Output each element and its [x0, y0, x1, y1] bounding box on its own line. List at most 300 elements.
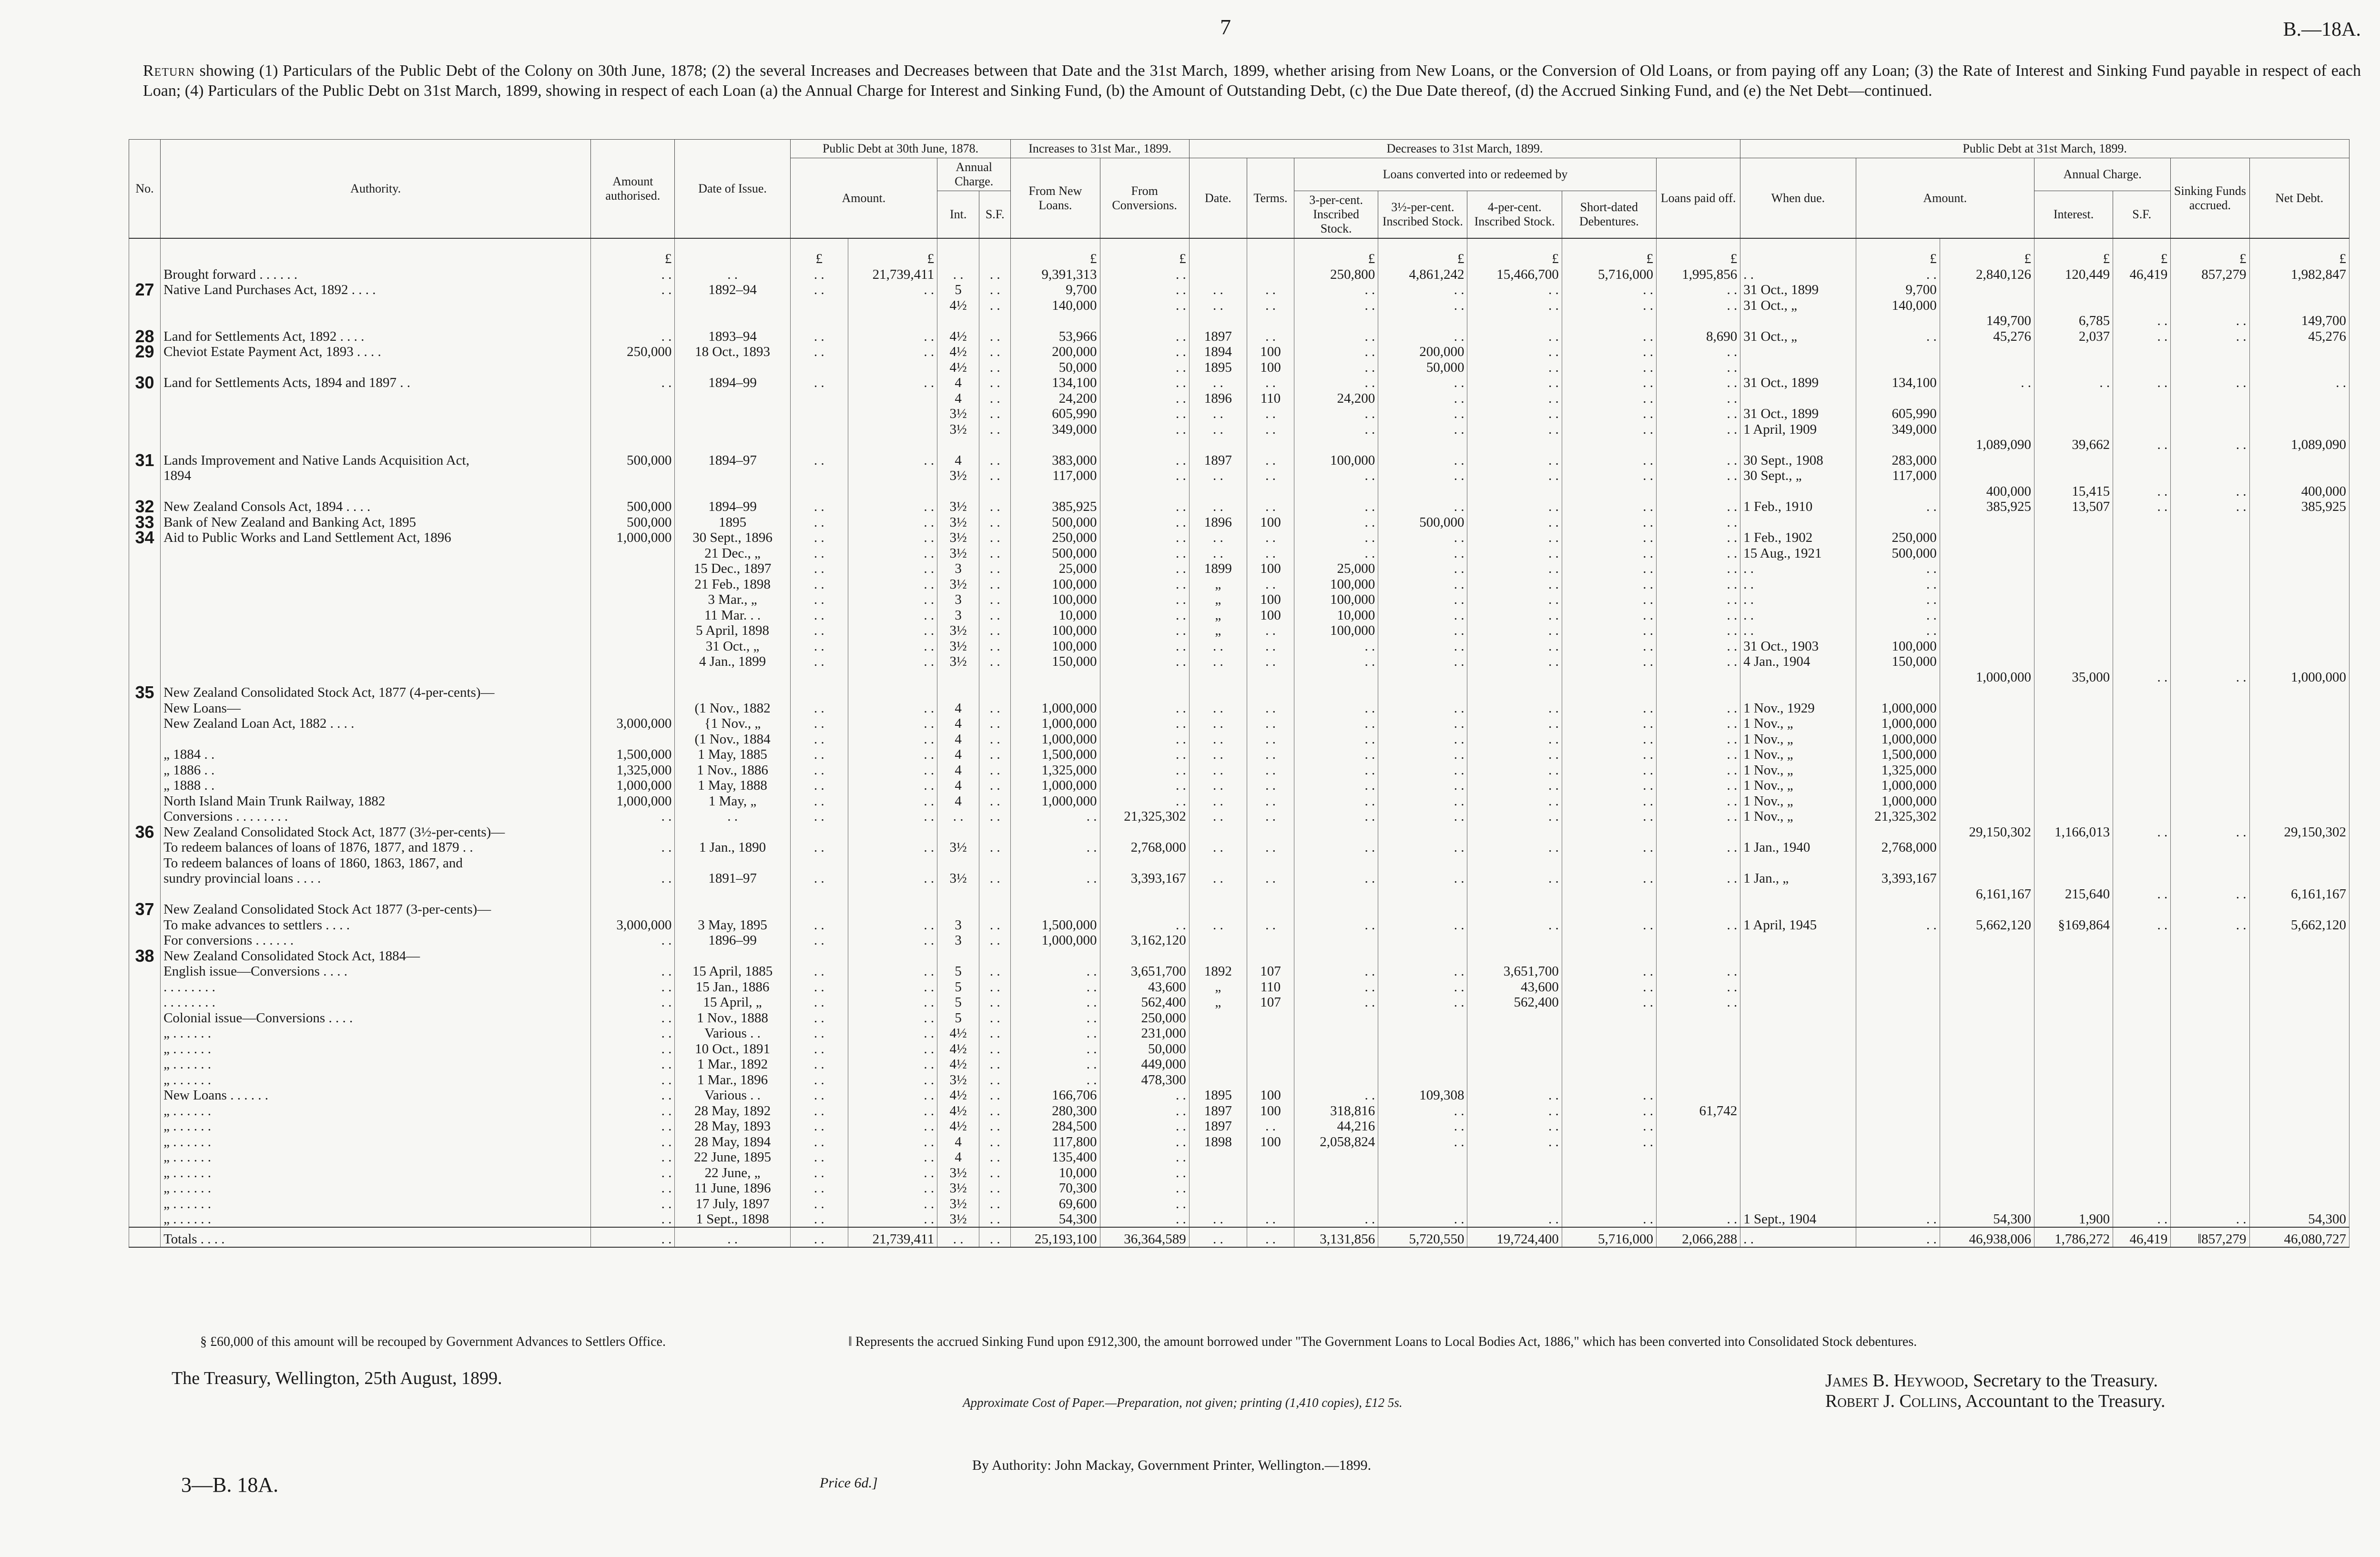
table-cell: 25,193,100 [1011, 1227, 1100, 1247]
table-cell: . . [1562, 793, 1656, 809]
table-cell: 1 Jan., 1940 [1740, 840, 1856, 855]
authority-cell: New Loans . . . . . . [161, 1088, 591, 1103]
authority-cell: New Zealand Consolidated Stock Act, 1877 (4-per-cents)— [161, 685, 591, 701]
table-cell: . . [848, 530, 937, 546]
table-cell [2113, 406, 2171, 422]
table-cell: 1894–99 [675, 499, 790, 515]
table-cell [1378, 1165, 1467, 1180]
table-cell: . . [1011, 1072, 1100, 1088]
table-cell: . . [1467, 917, 1562, 933]
table-cell [591, 561, 675, 577]
table-cell: 3½ [937, 623, 979, 639]
table-cell [1740, 359, 1856, 375]
table-cell: . . [1100, 731, 1189, 747]
loan-number-cell [129, 855, 161, 871]
table-cell: . . [1100, 390, 1189, 406]
table-cell: . . [979, 638, 1011, 654]
table-cell: . . [1656, 530, 1740, 546]
loan-number-cell [129, 747, 161, 763]
table-cell [937, 948, 979, 964]
table-cell: . . [591, 282, 675, 298]
table-cell: 3,393,167 [1856, 871, 1940, 886]
table-cell: 1,000,000 [1940, 669, 2034, 685]
table-cell: . . [979, 1010, 1011, 1026]
table-cell [1740, 685, 1856, 701]
table-cell: . . [1562, 638, 1656, 654]
table-cell: . . [1562, 1088, 1656, 1103]
table-row [129, 297, 2349, 313]
table-cell: . . [1294, 421, 1378, 437]
table-cell [2113, 576, 2171, 592]
table-cell: . . [848, 638, 937, 654]
table-cell: 500,000 [1011, 514, 1100, 530]
table-cell: 1,000,000 [1856, 700, 1940, 716]
table-row [129, 793, 2349, 809]
table-cell [1740, 514, 1856, 530]
table-cell: £ [1378, 238, 1467, 266]
table-cell: 5,720,550 [1378, 1227, 1467, 1247]
table-cell: . . [848, 731, 937, 747]
table-cell: . . [1562, 328, 1656, 344]
table-cell [1656, 1088, 1740, 1103]
table-cell: . . [1247, 747, 1294, 763]
col-from-conversions: From Conversions. [1100, 158, 1189, 239]
table-cell: 215,640 [2034, 886, 2113, 902]
table-cell: . . [979, 1041, 1011, 1057]
table-cell: . . [790, 375, 848, 391]
table-cell [1189, 1010, 1247, 1026]
table-cell: . . [1467, 1103, 1562, 1119]
table-cell: . . [2113, 375, 2171, 391]
table-cell [1247, 1026, 1294, 1041]
table-cell: . . [1378, 390, 1467, 406]
loan-number-cell: 33 [129, 514, 161, 530]
table-cell: . . [1562, 592, 1656, 608]
table-cell [1656, 313, 1740, 329]
table-cell: 3½ [937, 1072, 979, 1088]
table-cell: . . [790, 778, 848, 794]
table-cell: . . [1562, 995, 1656, 1010]
table-cell [937, 886, 979, 902]
loan-number-cell [129, 238, 161, 266]
table-cell [2034, 809, 2113, 824]
table-cell: 100 [1247, 359, 1294, 375]
loan-number-cell [129, 1041, 161, 1057]
table-cell: . . [937, 266, 979, 282]
table-cell [1294, 886, 1378, 902]
table-cell: . . [1856, 1211, 1940, 1228]
table-cell: 1,900 [2034, 1211, 2113, 1228]
table-cell [848, 313, 937, 329]
authority-cell: English issue—Conversions . . . . [161, 964, 591, 979]
table-cell [2171, 685, 2249, 701]
table-cell: . . [1562, 1119, 1656, 1134]
table-cell: . . [1656, 1211, 1740, 1228]
table-cell: . . [1378, 623, 1467, 639]
table-cell: . . [979, 1211, 1011, 1228]
table-cell [1467, 483, 1562, 499]
table-cell [2249, 747, 2349, 763]
table-cell: 100 [1247, 561, 1294, 577]
table-cell [2113, 840, 2171, 855]
table-cell: . . [1740, 607, 1856, 623]
table-cell [937, 483, 979, 499]
table-cell [2113, 685, 2171, 701]
table-cell: . . [1562, 406, 1656, 422]
table-cell: . . [2113, 437, 2171, 453]
table-cell: . . [1656, 514, 1740, 530]
table-cell [2034, 762, 2113, 778]
table-cell [1940, 1041, 2034, 1057]
table-cell: 4½ [937, 1088, 979, 1103]
table-cell: . . [848, 1165, 937, 1180]
table-cell: 4½ [937, 297, 979, 313]
table-cell: 4½ [937, 1057, 979, 1072]
table-cell: . . [1100, 452, 1189, 468]
table-cell: . . [1378, 840, 1467, 855]
table-cell [1740, 344, 1856, 360]
authority-cell: . . . . . . . . [161, 995, 591, 1010]
table-cell [2171, 468, 2249, 484]
table-cell: . . [1100, 1088, 1189, 1103]
table-cell [2034, 1150, 2113, 1165]
table-cell: . . [1467, 607, 1562, 623]
table-cell: . . [1856, 623, 1940, 639]
table-cell [2171, 731, 2249, 747]
authority-cell: To make advances to settlers . . . . [161, 917, 591, 933]
table-cell [1656, 483, 1740, 499]
return-lead-word: Return [143, 62, 195, 80]
table-cell [2171, 576, 2249, 592]
table-cell [1189, 1026, 1247, 1041]
table-cell: 500,000 [591, 499, 675, 515]
table-cell: 1 Sept., 1898 [675, 1211, 790, 1228]
table-cell: . . [1294, 871, 1378, 886]
table-cell [1467, 933, 1562, 948]
table-cell: . . [1378, 328, 1467, 344]
table-cell [591, 592, 675, 608]
table-cell: . . [1100, 1103, 1189, 1119]
table-row [129, 778, 2349, 794]
table-cell: 6,161,167 [2249, 886, 2349, 902]
table-cell: . . [1467, 1211, 1562, 1228]
table-cell [2249, 576, 2349, 592]
public-debt-table [129, 139, 2349, 1248]
table-cell [675, 468, 790, 484]
table-cell: 6,785 [2034, 313, 2113, 329]
table-cell: 100,000 [1011, 638, 1100, 654]
table-cell: . . [1189, 654, 1247, 670]
table-cell: . . [790, 700, 848, 716]
table-cell: . . [1189, 638, 1247, 654]
table-cell [1940, 623, 2034, 639]
table-cell: 3½ [937, 871, 979, 886]
table-cell: . . [979, 840, 1011, 855]
table-cell: 21 Dec., „ [675, 545, 790, 561]
table-cell: . . [1100, 530, 1189, 546]
table-cell: £ [1856, 238, 1940, 266]
signature-accountant [1825, 1391, 2165, 1412]
table-cell: . . [1378, 654, 1467, 670]
table-cell [1940, 964, 2034, 979]
table-cell: . . [1189, 793, 1247, 809]
table-cell: . . [790, 576, 848, 592]
table-cell: . . [848, 1150, 937, 1165]
table-cell [1562, 685, 1656, 701]
group-loans-converted: Loans converted into or redeemed by [1294, 158, 1657, 191]
table-cell [848, 359, 937, 375]
table-cell: . . [1247, 468, 1294, 484]
table-cell: 17 July, 1897 [675, 1196, 790, 1211]
table-cell: 1,500,000 [1011, 747, 1100, 763]
table-cell: 28 May, 1893 [675, 1119, 790, 1134]
table-cell: . . [1656, 995, 1740, 1010]
table-cell [1378, 933, 1467, 948]
table-cell [2113, 297, 2171, 313]
table-cell: . . [979, 468, 1011, 484]
table-row [129, 1180, 2349, 1196]
table-cell: 15 Jan., 1886 [675, 979, 790, 995]
table-cell [1940, 297, 2034, 313]
loan-number-cell [129, 313, 161, 329]
table-cell: . . [848, 607, 937, 623]
table-cell: . . [979, 561, 1011, 577]
table-cell: 3,651,700 [1100, 964, 1189, 979]
table-cell [2034, 948, 2113, 964]
table-cell: 1 Nov., 1888 [675, 1010, 790, 1026]
table-cell: 3½ [937, 468, 979, 484]
table-cell: 19,724,400 [1467, 1227, 1562, 1247]
table-cell: . . [1562, 530, 1656, 546]
table-cell [1940, 282, 2034, 298]
table-cell [2171, 933, 2249, 948]
table-cell: . . [1467, 638, 1562, 654]
table-cell [979, 685, 1011, 701]
table-cell: 1894 [1189, 344, 1247, 360]
table-cell [1856, 1010, 1940, 1026]
table-cell [591, 545, 675, 561]
table-cell [1467, 1072, 1562, 1088]
table-cell: £ [2171, 238, 2249, 266]
table-cell: . . [591, 1026, 675, 1041]
table-cell [1940, 421, 2034, 437]
table-cell: . . [848, 1119, 937, 1134]
table-cell [2034, 747, 2113, 763]
loan-number-cell [129, 638, 161, 654]
table-cell [1294, 1072, 1378, 1088]
table-row [129, 1211, 2349, 1228]
table-cell [2171, 344, 2249, 360]
table-cell: 1,325,000 [591, 762, 675, 778]
table-cell [1940, 1165, 2034, 1180]
table-cell [2113, 747, 2171, 763]
table-cell: §169,864 [2034, 917, 2113, 933]
table-cell [1378, 483, 1467, 499]
table-cell [1378, 313, 1467, 329]
table-cell [1940, 530, 2034, 546]
loan-number-cell [129, 576, 161, 592]
table-cell [2113, 344, 2171, 360]
table-cell [848, 669, 937, 685]
table-cell: . . [1378, 561, 1467, 577]
table-cell: . . [790, 1010, 848, 1026]
table-cell: 100 [1247, 344, 1294, 360]
table-cell: . . [2171, 313, 2249, 329]
table-cell [1011, 886, 1100, 902]
table-cell: . . [1294, 654, 1378, 670]
table-cell: 1,982,847 [2249, 266, 2349, 282]
table-cell [1467, 669, 1562, 685]
table-cell: . . [848, 545, 937, 561]
table-cell: 100,000 [1294, 592, 1378, 608]
table-cell: . . [1378, 979, 1467, 995]
table-cell [1562, 824, 1656, 840]
table-cell [1940, 1196, 2034, 1211]
table-row [129, 545, 2349, 561]
table-cell [2171, 1072, 2249, 1088]
table-cell [790, 468, 848, 484]
table-cell: . . [1189, 731, 1247, 747]
table-cell: . . [1656, 576, 1740, 592]
table-cell: 5,716,000 [1562, 266, 1656, 282]
table-cell [979, 313, 1011, 329]
table-cell: 1892–94 [675, 282, 790, 298]
table-cell: . . [848, 1010, 937, 1026]
table-cell: 1,000,000 [1856, 778, 1940, 794]
table-cell: . . [1562, 964, 1656, 979]
table-cell: . . [1467, 1134, 1562, 1150]
table-cell [1740, 855, 1856, 871]
table-cell: . . [1378, 406, 1467, 422]
table-cell [2113, 514, 2171, 530]
table-cell [1740, 1026, 1856, 1041]
table-row [129, 700, 2349, 716]
loan-number-cell [129, 917, 161, 933]
table-cell [2113, 468, 2171, 484]
table-cell [1467, 1165, 1562, 1180]
table-cell [2113, 700, 2171, 716]
table-cell: . . [2113, 917, 2171, 933]
table-cell [1562, 437, 1656, 453]
table-cell [790, 483, 848, 499]
authority-cell: Lands Improvement and Native Lands Acquisition Act, [161, 452, 591, 468]
table-cell: 1895 [1189, 1088, 1247, 1103]
table-cell: 29,150,302 [2249, 824, 2349, 840]
table-cell: . . [790, 1165, 848, 1180]
table-cell: . . [591, 1041, 675, 1057]
authority-cell: „ . . . . . . [161, 1072, 591, 1088]
loan-number-cell [129, 623, 161, 639]
table-cell: . . [1100, 344, 1189, 360]
table-cell: . . [1189, 468, 1247, 484]
table-row [129, 1134, 2349, 1150]
table-cell: . . [1656, 421, 1740, 437]
table-cell: . . [1100, 654, 1189, 670]
table-cell: 200,000 [1378, 344, 1467, 360]
table-cell: . . [1378, 871, 1467, 886]
table-cell: 250,000 [1011, 530, 1100, 546]
table-cell [2113, 778, 2171, 794]
table-cell: 1,500,000 [1011, 917, 1100, 933]
table-cell: 605,990 [1011, 406, 1100, 422]
table-cell: 46,080,727 [2249, 1227, 2349, 1247]
table-row [129, 964, 2349, 979]
col-date-of-issue: Date of Issue. [675, 140, 790, 239]
table-cell: . . [1562, 917, 1656, 933]
table-cell [1940, 1103, 2034, 1119]
table-cell: . . [790, 1134, 848, 1150]
table-cell: . . [1247, 1211, 1294, 1228]
table-cell [2034, 561, 2113, 577]
table-cell: . . [979, 979, 1011, 995]
table-cell: . . [1467, 499, 1562, 515]
table-cell: 1,000,000 [591, 530, 675, 546]
table-cell: . . [1856, 561, 1940, 577]
table-cell: . . [848, 762, 937, 778]
table-cell: 500,000 [591, 514, 675, 530]
signature-secretary [1825, 1370, 2158, 1391]
table-cell: . . [979, 545, 1011, 561]
table-cell: £ [2113, 238, 2171, 266]
table-cell [2171, 359, 2249, 375]
table-cell [1467, 886, 1562, 902]
table-cell [2113, 902, 2171, 917]
table-cell [1856, 979, 1940, 995]
table-cell [675, 406, 790, 422]
table-cell [1740, 313, 1856, 329]
approximate-cost-line: Approximate Cost of Paper.—Preparation, not given; printing (1,410 copies), £12 5s. [963, 1395, 1403, 1410]
table-cell: . . [848, 1088, 937, 1103]
col-annual-charge-1899: Annual Charge. [2034, 158, 2170, 191]
table-cell [1247, 1072, 1294, 1088]
table-cell: 1 Mar., 1892 [675, 1057, 790, 1072]
table-cell [1294, 1150, 1378, 1165]
table-cell [1740, 948, 1856, 964]
table-row [129, 1165, 2349, 1180]
table-cell: 1 Nov., 1886 [675, 762, 790, 778]
table-cell: 1897 [1189, 328, 1247, 344]
table-cell: 1 Mar., 1896 [675, 1072, 790, 1088]
table-cell [1940, 933, 2034, 948]
table-cell: . . [790, 1196, 848, 1211]
table-cell: . . [1100, 700, 1189, 716]
table-cell: 1 Nov., „ [1740, 793, 1856, 809]
table-cell [1856, 1134, 1940, 1150]
table-cell: . . [790, 530, 848, 546]
table-cell [1100, 948, 1189, 964]
table-cell [1856, 855, 1940, 871]
table-cell: . . [979, 266, 1011, 282]
table-cell [2113, 1196, 2171, 1211]
table-row [129, 576, 2349, 592]
authority-cell [161, 313, 591, 329]
table-row [129, 437, 2349, 453]
table-cell [2249, 871, 2349, 886]
table-cell: . . [848, 778, 937, 794]
table-cell: 1897 [1189, 452, 1247, 468]
table-cell: 3 Mar., „ [675, 592, 790, 608]
table-cell: . . [790, 1088, 848, 1103]
table-cell: 28 May, 1892 [675, 1103, 790, 1119]
table-cell: . . [1294, 638, 1378, 654]
table-cell: 4 [937, 452, 979, 468]
table-cell: 109,308 [1378, 1088, 1467, 1103]
authority-cell: New Loans— [161, 700, 591, 716]
table-cell [2113, 530, 2171, 546]
table-cell: . . [1562, 452, 1656, 468]
table-cell: . . [1011, 1026, 1100, 1041]
table-cell: . . [1856, 499, 1940, 515]
